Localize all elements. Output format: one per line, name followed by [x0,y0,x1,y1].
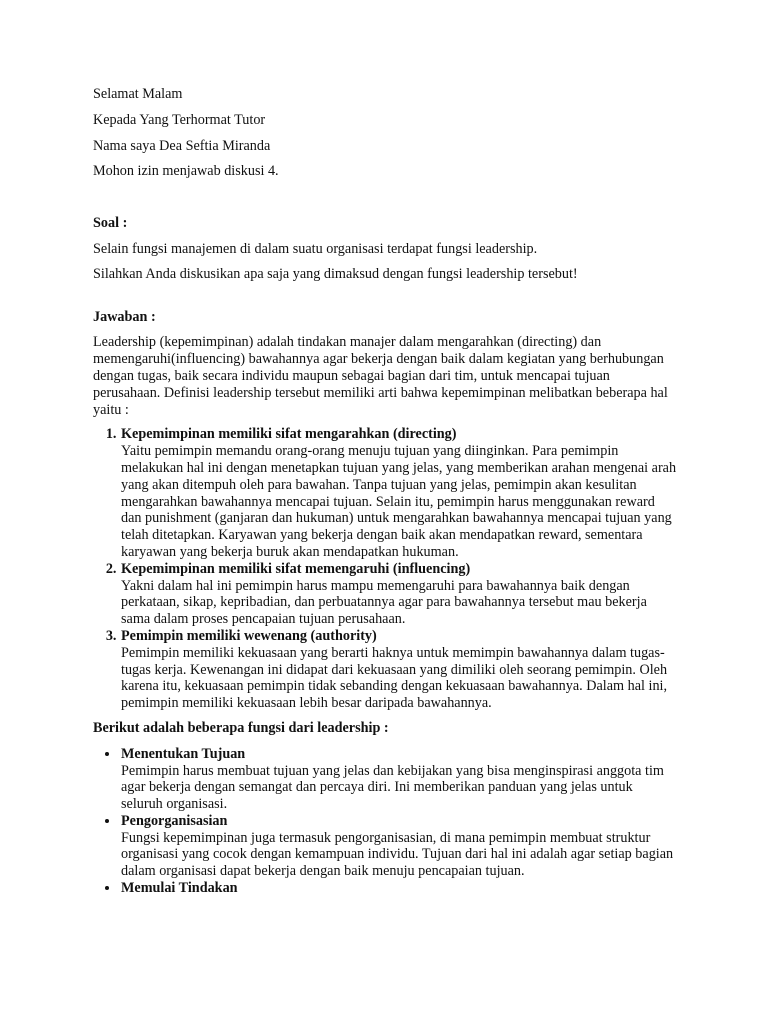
list-item [120,628,678,712]
addressee-line: Kepada Yang Terhormat Tutor [93,111,266,128]
list-item [120,561,678,628]
list-item-title: 3. Pemimpin memiliki wewenang (authority) [121,627,377,644]
list-item-body: Yaitu pemimpin memandu orang-orang menuju tujuan yang diinginkan. Para pemimpin melakukan hal ini dengan menetapkan tujuan yang jelas, yang memberikan arahan mengenai arah yang akan ditempuh oleh para bawahan. Tanpa tujuan yang jelas, pemimpin akan kesulitan mengarahkan bawahannya mencapai tujuan. Selain itu, pemimpin harus menggunakan reward dan punishment (ganjaran dan hukuman) untuk mengarahkan bawahannya mencapai tujuan yang telah ditetapkan. Karyawan yang bekerja dengan baik akan mendapatkan reward, sementara karyawan yang bekerja buruk akan mendapatkan hukuman. [121,443,677,560]
greeting-line: Selamat Malam [93,86,183,102]
bullet-item-body: Fungsi kepemimpinan juga termasuk pengorganisasian, di mana pemimpin membuat struktur organisasi yang cocok dengan kemampuan individu. Tujuan dari hal ini adalah agar setiap bagian dalam organisasi dapat bekerja dengan baik menuju pencapaian tujuan. [121,829,674,880]
list-item [120,426,678,560]
intro-line: Mohon izin menjawab diskusi 4. [93,163,279,180]
bullet-item [120,746,678,813]
name-line: Nama saya Dea Seftia Miranda [93,137,271,154]
question-heading: Soal : [93,215,128,232]
question-section [93,215,678,282]
list-item-body: Pemimpin memiliki kekuasaan yang berarti haknya untuk memimpin bawahannya dalam tugas-tugas kerja. Kewenangan ini didapat dari kekuasaan yang dimiliki oleh seorang pemimpin. Oleh karena itu, kekuasaan pemimpin tidak sebanding dengan kekuasaan bawahannya. Dalam hal ini, pemimpin memiliki kekuasaan lebih besar daripada bawahannya. [121,644,668,712]
question-line: Silahkan Anda diskusikan apa saja yang dimaksud dengan fungsi leadership tersebut! [93,265,578,282]
answer-heading: Jawaban : [93,308,156,325]
bullet-item-title: • Pengorganisasian [121,812,228,829]
bullet-item-body: Pemimpin harus membuat tujuan yang jelas dan kebijakan yang bisa menginspirasi anggota tim agar bekerja dengan semangat dan percaya diri. Ini memberikan panduan yang jelas untuk seluruh organisasi. [121,762,664,813]
spacer [93,291,678,309]
list-item-body: Yakni dalam hal ini pemimpin harus mampu memengaruhi para bawahannya baik dengan perkataan, sikap, kepribadian, dan perbuatannya agar para bawahannya tersebut mau bekerja sama dalam proses pencapaian tujuan perusahaan. [121,577,647,628]
list-item-title: 2. Kepemimpinan memiliki sifat memengaruhi (influencing) [121,560,471,577]
spacer [93,189,678,215]
question-line: Selain fungsi manajemen di dalam suatu organisasi terdapat fungsi leadership. [93,240,538,257]
functions-heading: Berikut adalah beberapa fungsi dari leadership : [93,719,389,736]
list-item-title: 1. Kepemimpinan memiliki sifat mengarahkan (directing) [121,426,457,443]
greeting-block [93,86,678,180]
answer-section [93,309,678,897]
leadership-functions-list [93,746,678,897]
bullet-item [120,880,678,897]
bullet-item [120,813,678,880]
leadership-aspects-list [93,426,678,712]
bullet-item-title: • Menentukan Tujuan [121,745,246,762]
document-content [93,86,678,897]
answer-intro-paragraph: Leadership (kepemimpinan) adalah tindakan manajer dalam mengarahkan (directing) dan memengaruhi(influencing) bawahannya agar bekerja dengan baik dalam kegiatan yang berhubungan dengan tugas, baik secara individu maupun sebagai bagian dari tim, untuk mencapai tujuan perusahaan. Definisi leadership tersebut memiliki arti bahwa kepemimpinan melibatkan beberapa hal yaitu : [93,334,668,418]
bullet-item-title: • Memulai Tindakan [121,880,238,897]
